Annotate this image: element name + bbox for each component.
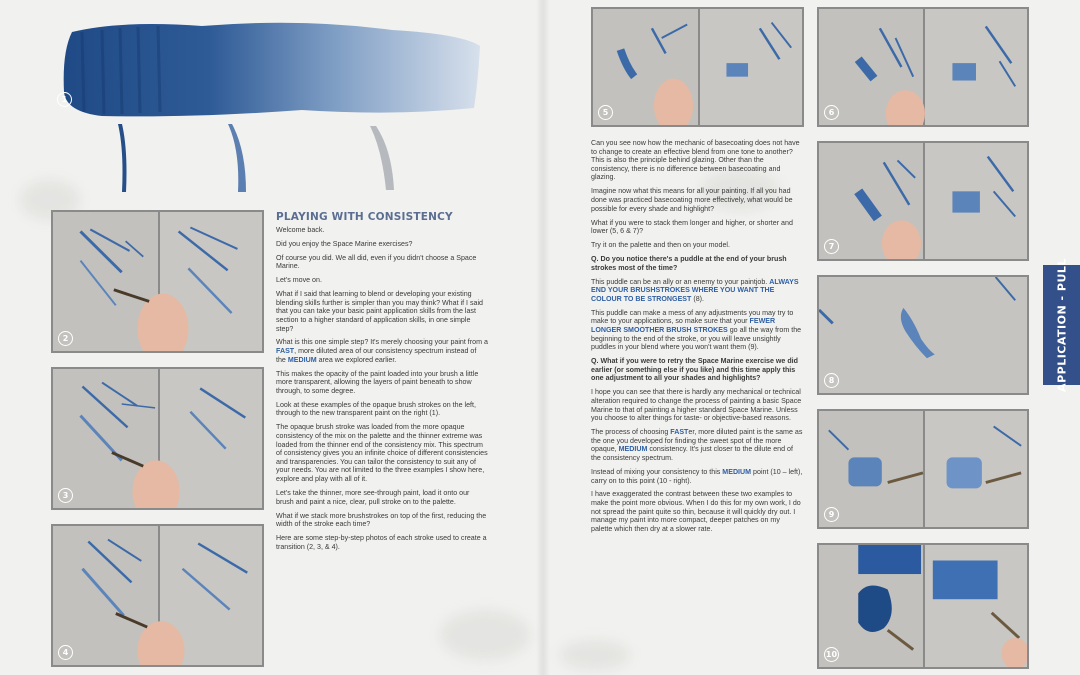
figure-number-4: 4 bbox=[58, 645, 73, 660]
highlight-fast: FAST bbox=[670, 428, 689, 437]
figure-5-photo bbox=[591, 7, 804, 127]
figure-8-photo bbox=[817, 275, 1029, 395]
highlight-fewer-strokes: FEWER LONGER SMOOTHER BRUSH STROKES bbox=[591, 317, 776, 335]
highlight-end-strokes: ALWAYS END YOUR BRUSHSTROKES WHERE YOU WANT THE COLOUR TO BE STRONGEST bbox=[591, 277, 799, 303]
page-gutter bbox=[536, 0, 550, 675]
paragraph: Look at these examples of the opaque brush strokes on the left, through to the new transparent paint on the right (1). bbox=[276, 400, 476, 418]
figure-2-photo bbox=[51, 210, 264, 353]
paragraph-puddle: This puddle can be an ally or an enemy to your paintjob. ALWAYS END YOUR BRUSHSTROKES WHERE YOU WANT THE COLOUR TO BE STRONGEST (8). bbox=[591, 277, 799, 303]
paragraph: What if we stack more brushstrokes on top of the first, reducing the width of the stroke each time? bbox=[276, 511, 487, 529]
paragraph: Did you enjoy the Space Marine exercises? bbox=[276, 239, 413, 248]
paragraph: Let's take the thinner, more see-through paint, load it onto our brush and paint a nice, clear, pull stroke on to the palette. bbox=[276, 488, 470, 506]
paragraph: What if I said that learning to blend or developing your existing blending skills further is simpler than you may think? What if I said that you can take your basic paint application skills from the last section to a higher standard of application skills, in one simple step? bbox=[276, 290, 483, 333]
highlight-medium: MEDIUM bbox=[722, 467, 752, 476]
figure-7-photo bbox=[817, 141, 1029, 261]
left-text-column bbox=[276, 213, 488, 557]
paragraph: I hope you can see that there is hardly any mechanical or technical alteration required to change the process of painting a basic Space Marine to that of painting a higher standard Space Marine. Unless you choose to alter things for taste- or objective-based reasons. bbox=[591, 388, 802, 423]
paragraph: Let's move on. bbox=[276, 276, 322, 285]
highlight-medium: MEDIUM bbox=[287, 355, 317, 364]
highlight-fast: FAST bbox=[276, 347, 295, 356]
figure-number-1: 1 bbox=[57, 92, 72, 107]
paragraph: Imagine now what this means for all your painting. If all you had done was practiced basecoating more effectively, what would be possible for every shade and highlight? bbox=[591, 187, 793, 213]
figure-10-photo bbox=[817, 543, 1029, 669]
figure-6-photo bbox=[817, 7, 1029, 127]
figure-number-8: 8 bbox=[824, 373, 839, 388]
figure-number-7: 7 bbox=[824, 239, 839, 254]
highlight-medium: MEDIUM bbox=[618, 445, 648, 454]
figure-number-3: 3 bbox=[58, 488, 73, 503]
question-2: Q. What if you were to retry the Space Marine exercise we did earlier (or something else if you like) and this time apply this one adjustment to all your shades and highlights? bbox=[591, 357, 798, 383]
paragraph: Can you see now how the mechanic of basecoating does not have to change to create an effective blend from one tone to another? This is also the principle behind glazing. Other than the consistency, there is no difference between basecoating and glazing. bbox=[591, 139, 800, 182]
paragraph: This makes the opacity of the paint loaded into your brush a little more transparent, allowing the layers of paint beneath to show through, to some degree. bbox=[276, 369, 479, 395]
figure-number-5: 5 bbox=[598, 105, 613, 120]
figure-1-gradient-swatch bbox=[62, 12, 484, 124]
question-1: Q. Do you notice there's a puddle at the end of your brush strokes most of the time? bbox=[591, 255, 787, 272]
figure-9-photo bbox=[817, 409, 1029, 529]
paragraph: Here are some step-by-step photos of each stroke used to create a transition (2, 3, & 4). bbox=[276, 534, 487, 551]
right-text-column bbox=[591, 139, 803, 539]
paragraph: The opaque brush stroke was loaded from the more opaque consistency of the mix on the palette and the thinner extreme was loaded from the thinner end of the consistency mix. This spectrum of consistency gives you an infinite choice of different consistencies and transparencies. You can tailor the consistency to suit any of your needs. You are not limited to the three examples I show here, explore and play with all of it. bbox=[276, 423, 488, 483]
paragraph-instead: Instead of mixing your consistency to this MEDIUM point (10 – left), carry on to this point (10 - right). bbox=[591, 467, 803, 485]
section-heading: PLAYING WITH CONSISTENCY bbox=[276, 211, 453, 223]
figure-number-10: 10 bbox=[824, 647, 839, 662]
paragraph: What if you were to stack them longer and higher, or shorter and lower (5, 6 & 7)? bbox=[591, 218, 793, 236]
paragraph-mess: This puddle can make a mess of any adjustments you may try to make to your applications, so make sure that your FEWER LONGER SMOOTHER BRUSH STROKES go all the way from the beginning to the end of the stroke, or you will leave unsightly puddles in your blend where you won't want them (9). bbox=[591, 308, 802, 352]
side-tab-label: APPLICATION - PULL bbox=[1055, 258, 1068, 392]
figure-number-6: 6 bbox=[824, 105, 839, 120]
paragraph: Of course you did. We all did, even if you didn't choose a Space Marine. bbox=[276, 253, 477, 271]
figure-number-2: 2 bbox=[58, 331, 73, 346]
figure-number-9: 9 bbox=[824, 507, 839, 522]
paragraph: I have exaggerated the contrast between these two examples to make the point more obvious. When I do this for my own work, I do not spread the paint quite so thin, because it will quickly dry out. I manage my paint into more compact, deeper patches on my palette which then dry at a slower rate. bbox=[591, 490, 801, 533]
figure-4-photo bbox=[51, 524, 264, 667]
paragraph: Try it on the palette and then on your model. bbox=[591, 241, 730, 250]
paragraph-step: What is this one simple step? It's merely choosing your paint from a FAST, more diluted area of our consistency spectrum instead of the MEDIUM area we explored earlier. bbox=[276, 338, 488, 364]
paragraph-process: The process of choosing FASTer, more diluted paint is the same as the one you developed for finding the sweet spot of the more opaque, MEDIUM consistency. It's just closer to the dilute end of the consistency spectrum. bbox=[591, 428, 803, 462]
figure-1-stroke-examples bbox=[108, 120, 408, 200]
figure-3-photo bbox=[51, 367, 264, 510]
paragraph: Welcome back. bbox=[276, 225, 325, 234]
section-side-tab bbox=[1043, 258, 1080, 392]
